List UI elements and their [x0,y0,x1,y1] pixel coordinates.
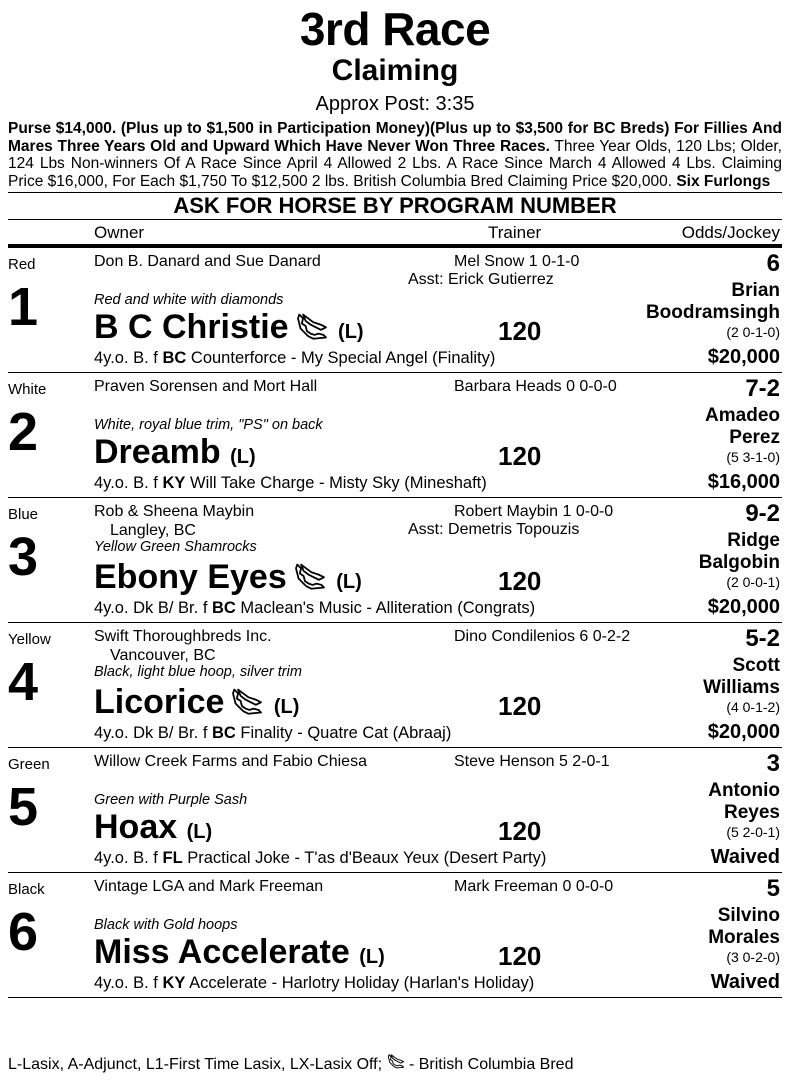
weight: 120 [498,566,542,596]
post-time: Approx Post: 3:35 [315,93,475,115]
horse-name: Dreamb [94,433,221,471]
sire-dam: Maclean's Music - Alliteration (Congrats) [235,599,536,617]
col-odds-jockey: Odds/Jockey [681,223,780,242]
jockey-record: (2 0-0-1) [726,574,780,590]
age-sex: 4y.o. B. f [94,474,163,492]
pedigree [94,474,487,493]
column-header [8,219,782,244]
age-sex: 4y.o. Dk B/ Br. f [94,724,212,742]
jockey-last: Perez [729,427,780,448]
horse-name: B C Christie [94,308,289,346]
horse-name: Miss Accelerate [94,933,350,971]
saddle-color: Yellow [8,631,51,648]
trainer: Barbara Heads 0 0-0-0 [454,378,617,395]
claiming-price: Waived [710,846,780,868]
weight: 120 [498,691,542,721]
trainer: Mark Freeman 0 0-0-0 [454,878,614,895]
medication: (L) [338,321,364,343]
legend-text-2: - British Columbia Bred [404,1056,574,1073]
jockey-record: (3 0-2-0) [726,949,780,965]
horse-name-line [94,558,362,601]
pedigree [94,349,495,368]
pedigree [94,599,535,618]
program-number: 5 [8,777,39,837]
morning-line-odds: 9-2 [745,500,780,527]
col-owner: Owner [94,223,145,242]
owner [94,502,254,540]
entry-row [8,623,782,748]
horse-name-line [94,308,364,351]
bc-bred-icon [230,685,264,723]
claiming-price: $20,000 [707,721,780,743]
jockey [699,530,780,574]
owner [94,627,272,665]
sire-dam: Practical Joke - T'as d'Beaux Yeux (Desert Party) [182,849,547,867]
bc-bred-icon [293,560,327,598]
jockey-first: Silvino [717,905,780,926]
program-number: 4 [8,652,39,712]
bred-state: FL [162,849,183,867]
jockey-record: (5 2-0-1) [726,824,780,840]
assistant-trainer: Asst: Demetris Topouzis [408,521,580,538]
race-title: 3rd Race [299,3,491,55]
age-sex: 4y.o. B. f [94,974,163,992]
weight: 120 [498,816,542,846]
claiming-price: $16,000 [707,471,780,493]
age-sex: 4y.o. Dk B/ Br. f [94,599,212,617]
morning-line-odds: 3 [766,750,780,777]
jockey-first: Ridge [727,530,780,551]
horse-name-line [94,433,256,476]
sire-dam: Accelerate - Harlotry Holiday (Harlan's Holiday) [185,974,535,992]
bc-map-icon [387,1056,405,1073]
ask-banner: ASK FOR HORSE BY PROGRAM NUMBER [8,192,782,219]
claiming-price: $20,000 [707,346,780,368]
pedigree [94,724,451,743]
claiming-price: Waived [710,971,780,993]
owner-name: Don B. Danard and Sue Danard [94,253,321,270]
horse-name: Hoax [94,808,178,846]
entry-row [8,498,782,623]
bred-state: BC [211,599,236,617]
trainer: Steve Henson 5 2-0-1 [454,753,610,770]
owner [94,252,321,271]
horse-name: Ebony Eyes [94,558,287,596]
jockey [708,780,780,824]
weight: 120 [498,316,542,346]
owner-name: Willow Creek Farms and Fabio Chiesa [94,753,367,770]
horse-name-line [94,808,212,851]
owner-location: Vancouver, BC [110,647,216,664]
morning-line-odds: 7-2 [745,375,780,402]
horse-name-line [94,933,385,976]
pedigree [94,849,546,868]
medication: (L) [336,571,362,593]
owner-name: Swift Thoroughbreds Inc. [94,628,272,645]
race-type: Claiming [331,54,459,87]
morning-line-odds: 5-2 [745,625,780,652]
owner-name: Vintage LGA and Mark Freeman [94,878,324,895]
jockey-first: Scott [732,655,780,676]
program-number: 2 [8,402,39,462]
medication: (L) [186,821,213,843]
legend-text: L-Lasix, A-Adjunct, L1-First Time Lasix, LX-Lasix Off; [8,1056,387,1073]
race-conditions [8,120,782,190]
owner [94,752,367,771]
conditions-normal: Three Year Olds, 120 Lbs; Older, 124 Lbs Non-winners Of A Race Since April 4 Allowed 2 Lbs. A Race Since March 4 Allowed 4 Lbs. Claiming Price $16,000, For Each $1,750 To $12,500 2 lbs. British Columbia Bred Claiming Price $20,000. [8,137,782,190]
jockey-last: Balgobin [698,552,780,573]
trainer: Mel Snow 1 0-1-0 [454,253,580,270]
jockey-first: Brian [731,280,780,301]
jockey [708,905,780,949]
bred-state: BC [162,349,187,367]
jockey-last: Williams [703,677,780,698]
jockey-record: (5 3-1-0) [726,449,780,465]
bred-state: KY [162,474,186,492]
sire-dam: Will Take Charge - Misty Sky (Mineshaft) [185,474,487,492]
medication: (L) [273,696,300,718]
owner-location: Langley, BC [110,522,196,539]
col-trainer: Trainer [488,223,542,242]
bred-state: KY [162,974,186,992]
morning-line-odds: 6 [766,250,780,277]
weight: 120 [498,941,542,971]
race-header [0,4,790,116]
silks-description: White, royal blue trim, "PS" on back [94,417,323,433]
morning-line-odds: 5 [766,875,780,902]
weight: 120 [498,441,542,471]
assistant-trainer: Asst: Erick Gutierrez [408,271,554,288]
silks-description: Green with Purple Sash [94,792,248,808]
sire-dam: Counterforce - My Special Angel (Finality) [186,349,496,367]
medication: (L) [359,946,385,968]
jockey-record: (4 0-1-2) [726,699,780,715]
silks-description: Red and white with diamonds [94,292,284,308]
saddle-color: Black [8,881,45,898]
program-number: 3 [8,527,39,587]
saddle-color: Blue [8,506,39,523]
owner-name: Praven Sorensen and Mort Hall [94,378,318,395]
entries-list [0,248,790,998]
saddle-color: Red [8,256,36,273]
entry-row [8,873,782,998]
owner [94,377,317,396]
owner [94,877,323,896]
jockey-first: Antonio [708,780,780,801]
trainer: Dino Condilenios 6 0-2-2 [454,628,631,645]
conditions-bold: Purse $14,000. (Plus up to $1,500 in Participation Money)(Plus up to $3,500 for BC Breds) For Fillies And Mares Three Years Old and Upward Which Have Never Won Three Races. [8,120,782,155]
jockey [646,280,780,324]
entry-row [8,748,782,873]
race-distance: Six Furlongs [676,172,771,190]
jockey-record: (2 0-1-0) [726,324,780,340]
owner-name: Rob & Sheena Maybin [94,503,255,520]
jockey [703,655,780,699]
medication: (L) [230,446,256,468]
entry-row [8,248,782,373]
age-sex: 4y.o. B. f [94,349,163,367]
claiming-price: $20,000 [707,596,780,618]
entry-row [8,373,782,498]
program-number: 1 [8,277,39,337]
jockey-first: Amadeo [705,405,780,426]
legend [8,1053,573,1074]
bc-bred-icon [295,310,329,348]
pedigree [94,974,534,993]
horse-name: Licorice [94,683,225,721]
bred-state: BC [211,724,236,742]
jockey-last: Morales [708,927,780,948]
silks-description: Black, light blue hoop, silver trim [94,664,302,680]
saddle-color: Green [8,756,50,773]
jockey-last: Reyes [724,802,780,823]
sire-dam: Finality - Quatre Cat (Abraaj) [235,724,452,742]
jockey-last: Boodramsingh [645,302,780,323]
silks-description: Yellow Green Shamrocks [94,539,257,555]
horse-name-line [94,683,299,726]
program-number: 6 [8,902,39,962]
age-sex: 4y.o. B. f [94,849,163,867]
saddle-color: White [8,381,47,398]
trainer: Robert Maybin 1 0-0-0 [454,503,614,520]
jockey [705,405,780,449]
silks-description: Black with Gold hoops [94,917,238,933]
